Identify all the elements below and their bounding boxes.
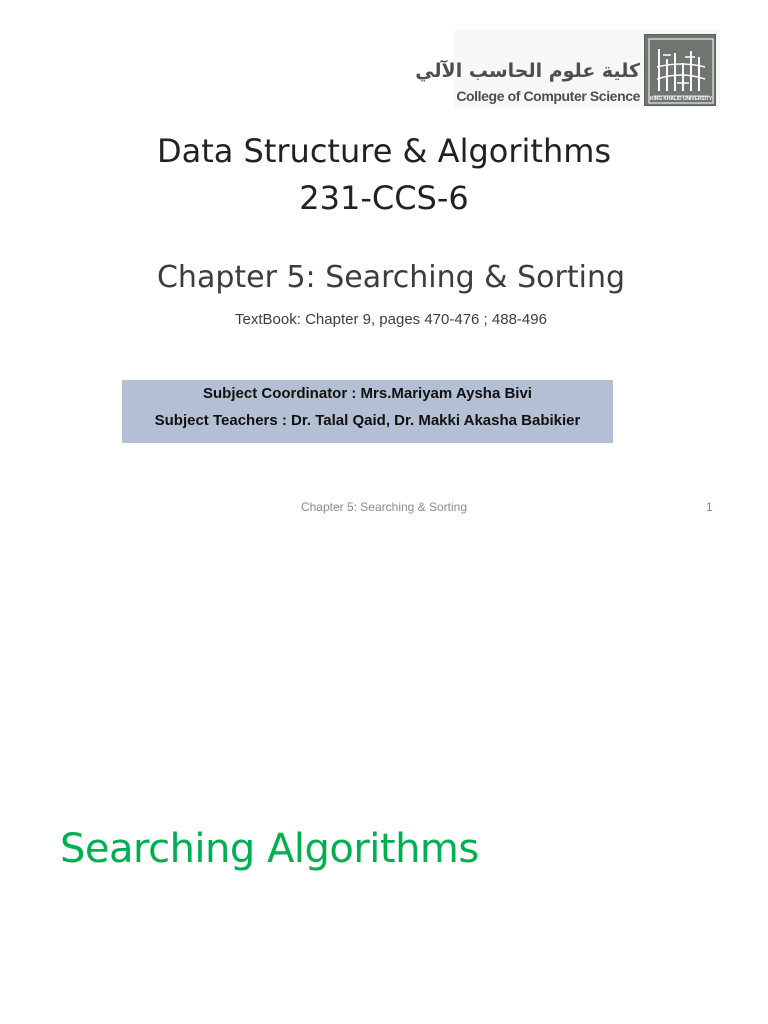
- seal-caption: KING KHALID UNIVERSITY: [650, 96, 712, 102]
- university-seal-icon: [644, 34, 716, 106]
- course-title: Data Structure & Algorithms: [156, 132, 612, 170]
- staff-info-box: [122, 380, 613, 443]
- logo-english-text: College of Computer Science: [456, 88, 640, 104]
- subject-teachers: Subject Teachers : Dr. Talal Qaid, Dr. Makki Akasha Babikier: [154, 412, 581, 429]
- section-heading: Searching Algorithms: [60, 826, 479, 872]
- textbook-reference: TextBook: Chapter 9, pages 470-476 ; 488-496: [235, 311, 547, 328]
- college-logo: [415, 30, 720, 108]
- course-code: 231-CCS-6: [299, 179, 469, 217]
- chapter-title: Chapter 5: Searching & Sorting: [156, 260, 626, 295]
- slide-footer: Chapter 5: Searching & Sorting: [300, 500, 468, 514]
- subject-coordinator: Subject Coordinator : Mrs.Mariyam Aysha Bivi: [203, 385, 532, 402]
- page-number: 1: [706, 500, 713, 514]
- logo-arabic-text: كلية علوم الحاسب الآلي: [415, 60, 640, 82]
